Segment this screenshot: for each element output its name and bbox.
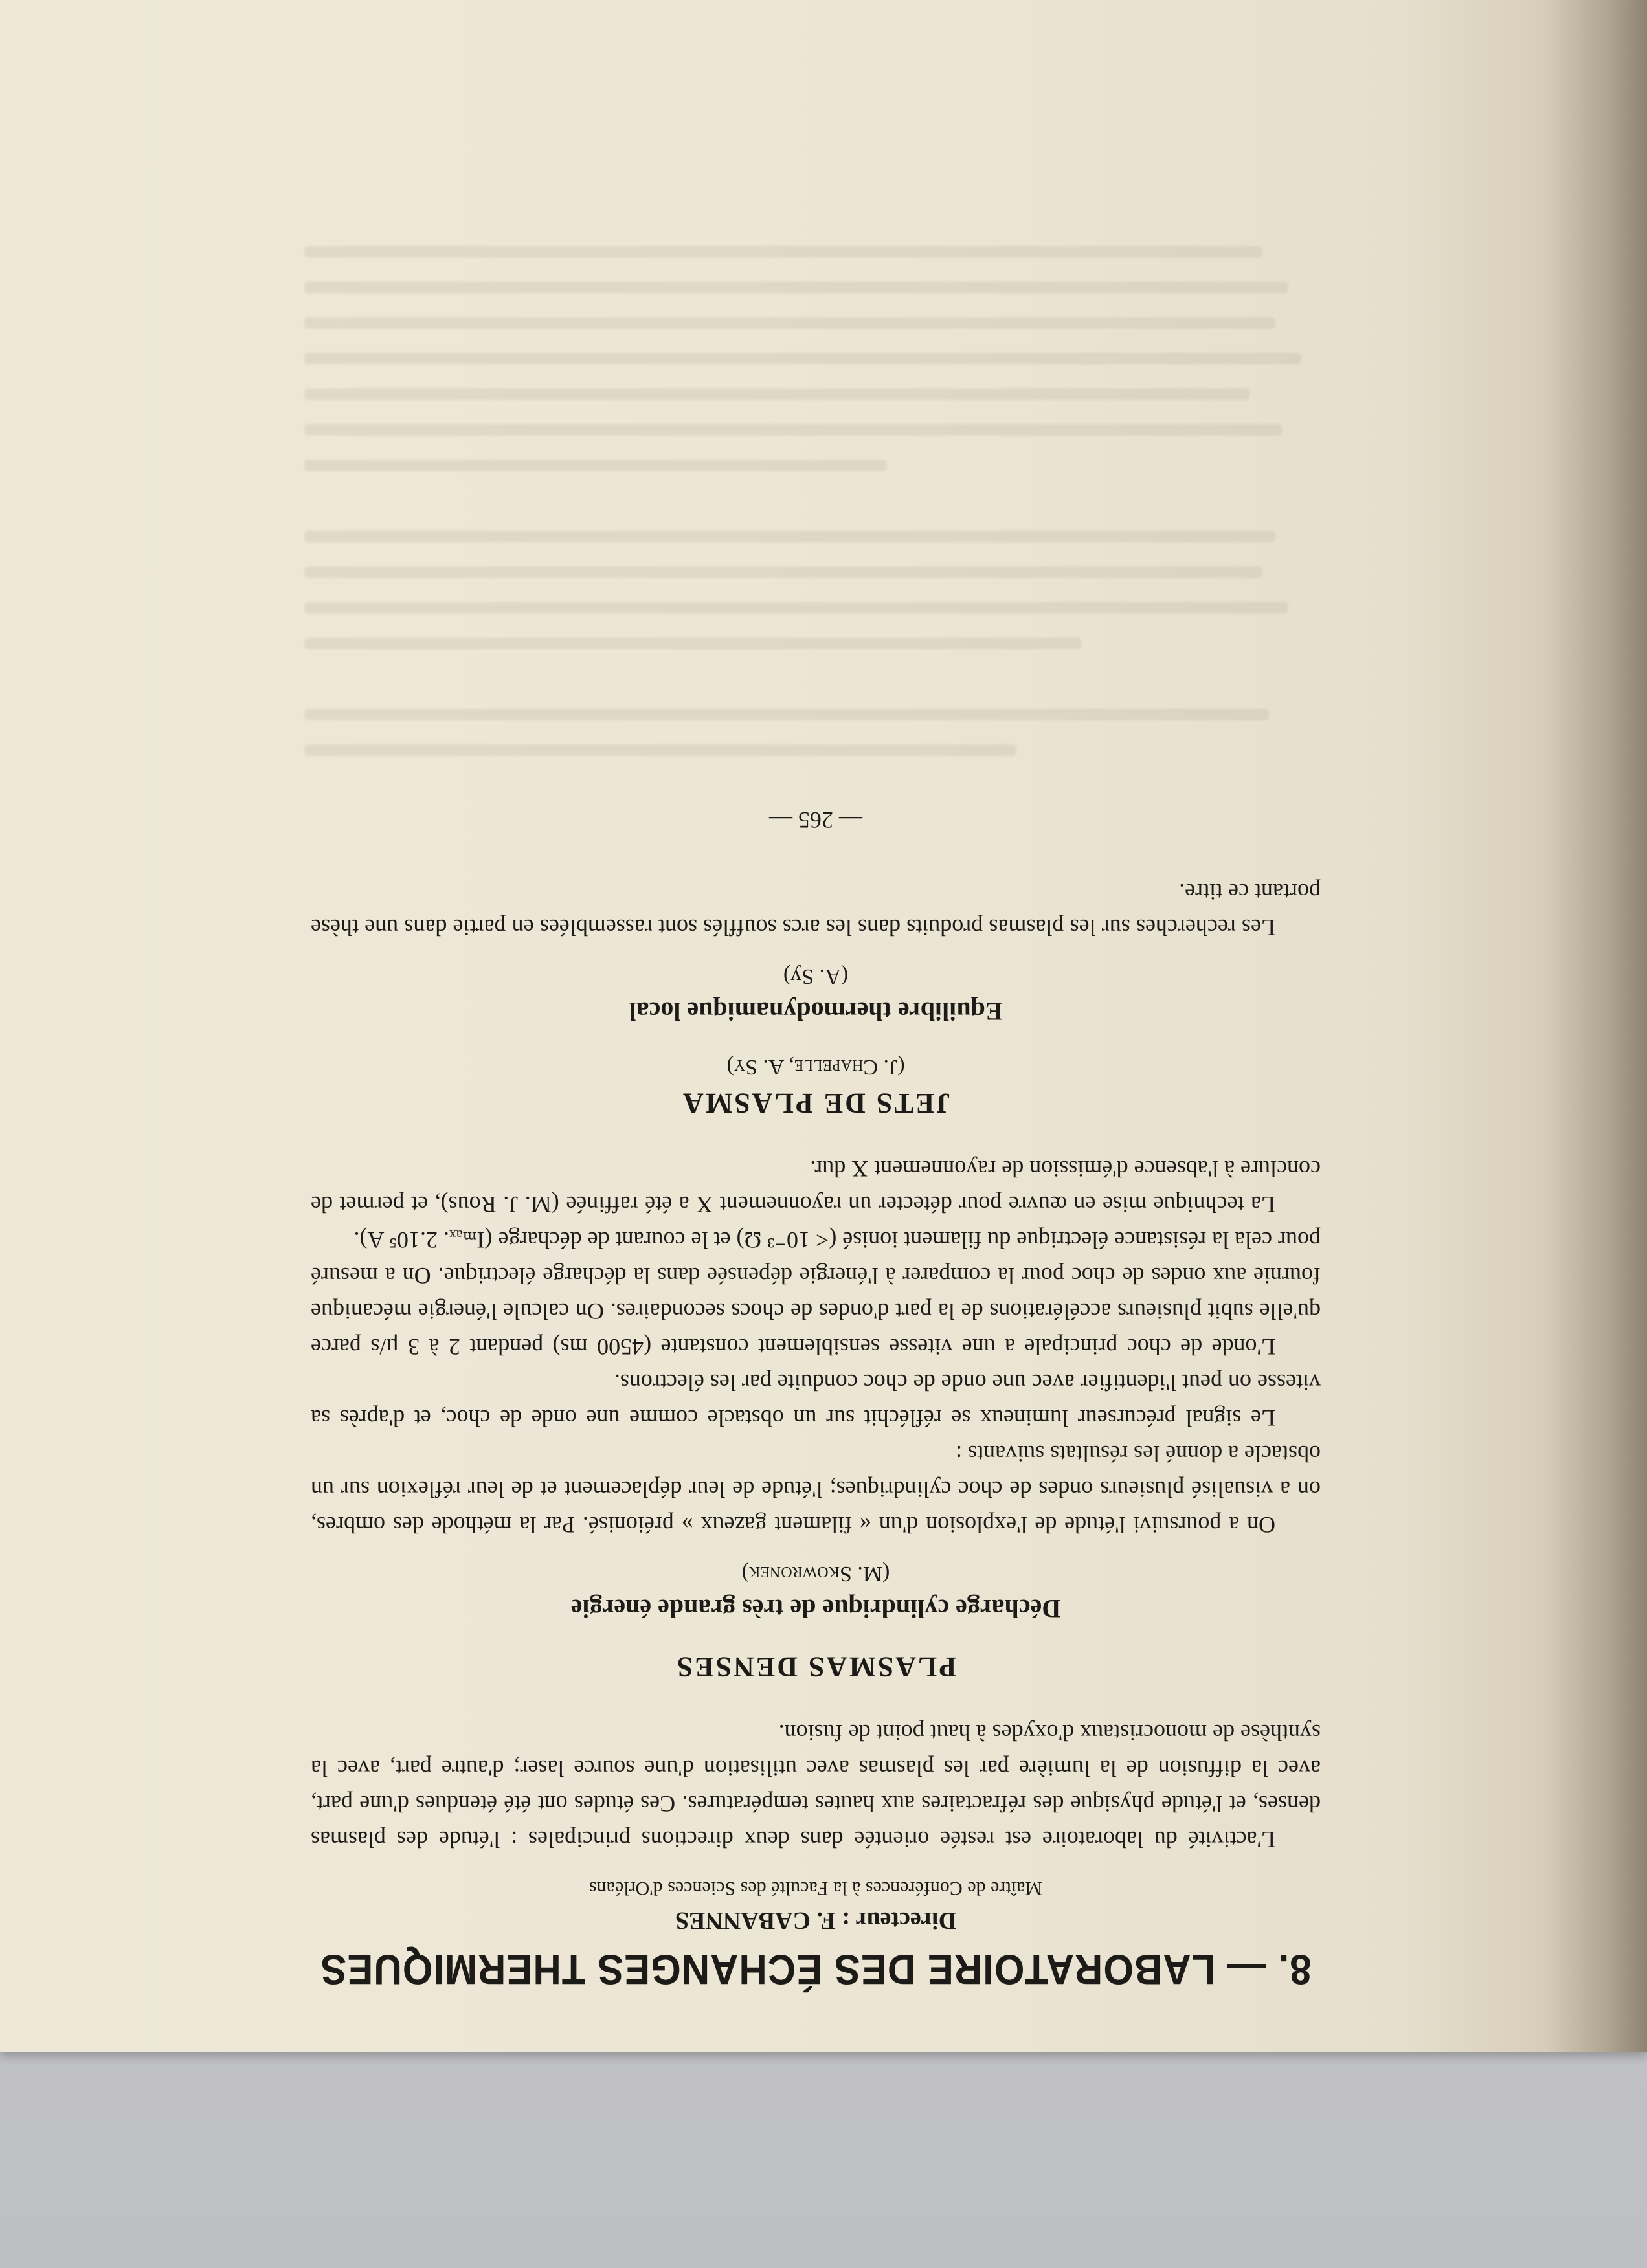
author-jets: (J. Chapelle, A. Sy) [726, 1055, 905, 1079]
section-heading-plasmas-denses: PLASMAS DENSES [675, 1651, 957, 1683]
page-content [311, 227, 1321, 1994]
subheading-decharge: Décharge cylindrique de très grande énergie [570, 1594, 1061, 1623]
director-affiliation: Maître de Conférences à la Faculté des Sciences d'Orléans [588, 1878, 1043, 1899]
paragraph-onde-de-choc: L'onde de choc principale a une vitesse sensiblement constante (4500 ms) pendant 2 à 3 μ/s parce qu'elle subit plusieurs accélérations de la part d'ondes de chocs secondaires. On calcule l'énergie mécanique fournie aux ondes de choc pour la comparer à l'énergie dépensée dans la décharge électrique. On a mesuré pour cela la résistance électrique du filament ionisé (< 10⁻³ Ω) et le courant de décharge (Iₘₐₓ. 2.10⁵ A). [311, 1227, 1321, 1360]
paragraph-explosion: On a poursuivi l'étude de l'explosion d'un « filament gazeux » préionisé. Par la méthode des ombres, on a visualisé plusieurs ondes de choc cylindriques; l'étude de leur déplacement et de leur réflexion sur un obstacle a donné les résultats suivants : [311, 1441, 1321, 1538]
paragraph-rayonnement-x: La technique mise en œuvre pour détecter un rayonnement X a été raffinée (M. J. Rous), et permet de conclure à l'absence d'émission de rayonnement X dur. [311, 1156, 1321, 1217]
intro-paragraph: L'activité du laboratoire est restée orientée dans deux directions principales : l'étude des plasmas denses, et l'étude physique des réfractaires aux hautes températures. Ces études ont été étendues d'une part, avec la diffusion de la lumière par les plasmas avec utilisation d'une source laser; d'autre part, avec la synthèse de monocristaux d'oxydes à haut point de fusion. [311, 1720, 1321, 1852]
page-title: 8. — LABORATOIRE DES ÉCHANGES THERMIQUES [320, 1946, 1312, 1993]
page-number: — 265 — [769, 807, 862, 833]
binding-shadow [1547, 0, 1647, 2052]
subheading-equilibre: Equilibre thermodynamique local [629, 997, 1003, 1026]
section-heading-jets: JETS DE PLASMA [680, 1087, 951, 1119]
director-line: Directeur : F. CABANNES [675, 1907, 957, 1934]
author-decharge: (M. Skowronek) [741, 1562, 890, 1586]
paragraph-recherches: Les recherches sur les plasmas produits dans les arcs soufflés sont rassemblées en partie dans une thèse portant ce titre. [311, 879, 1321, 940]
paragraph-signal: Le signal précurseur lumineux se réfléchit sur un obstacle comme une onde de choc, et d'après sa vitesse on peut l'identifier avec une onde de choc conduite par les électrons. [311, 1370, 1321, 1431]
author-equilibre: (A. Sy) [783, 964, 849, 988]
